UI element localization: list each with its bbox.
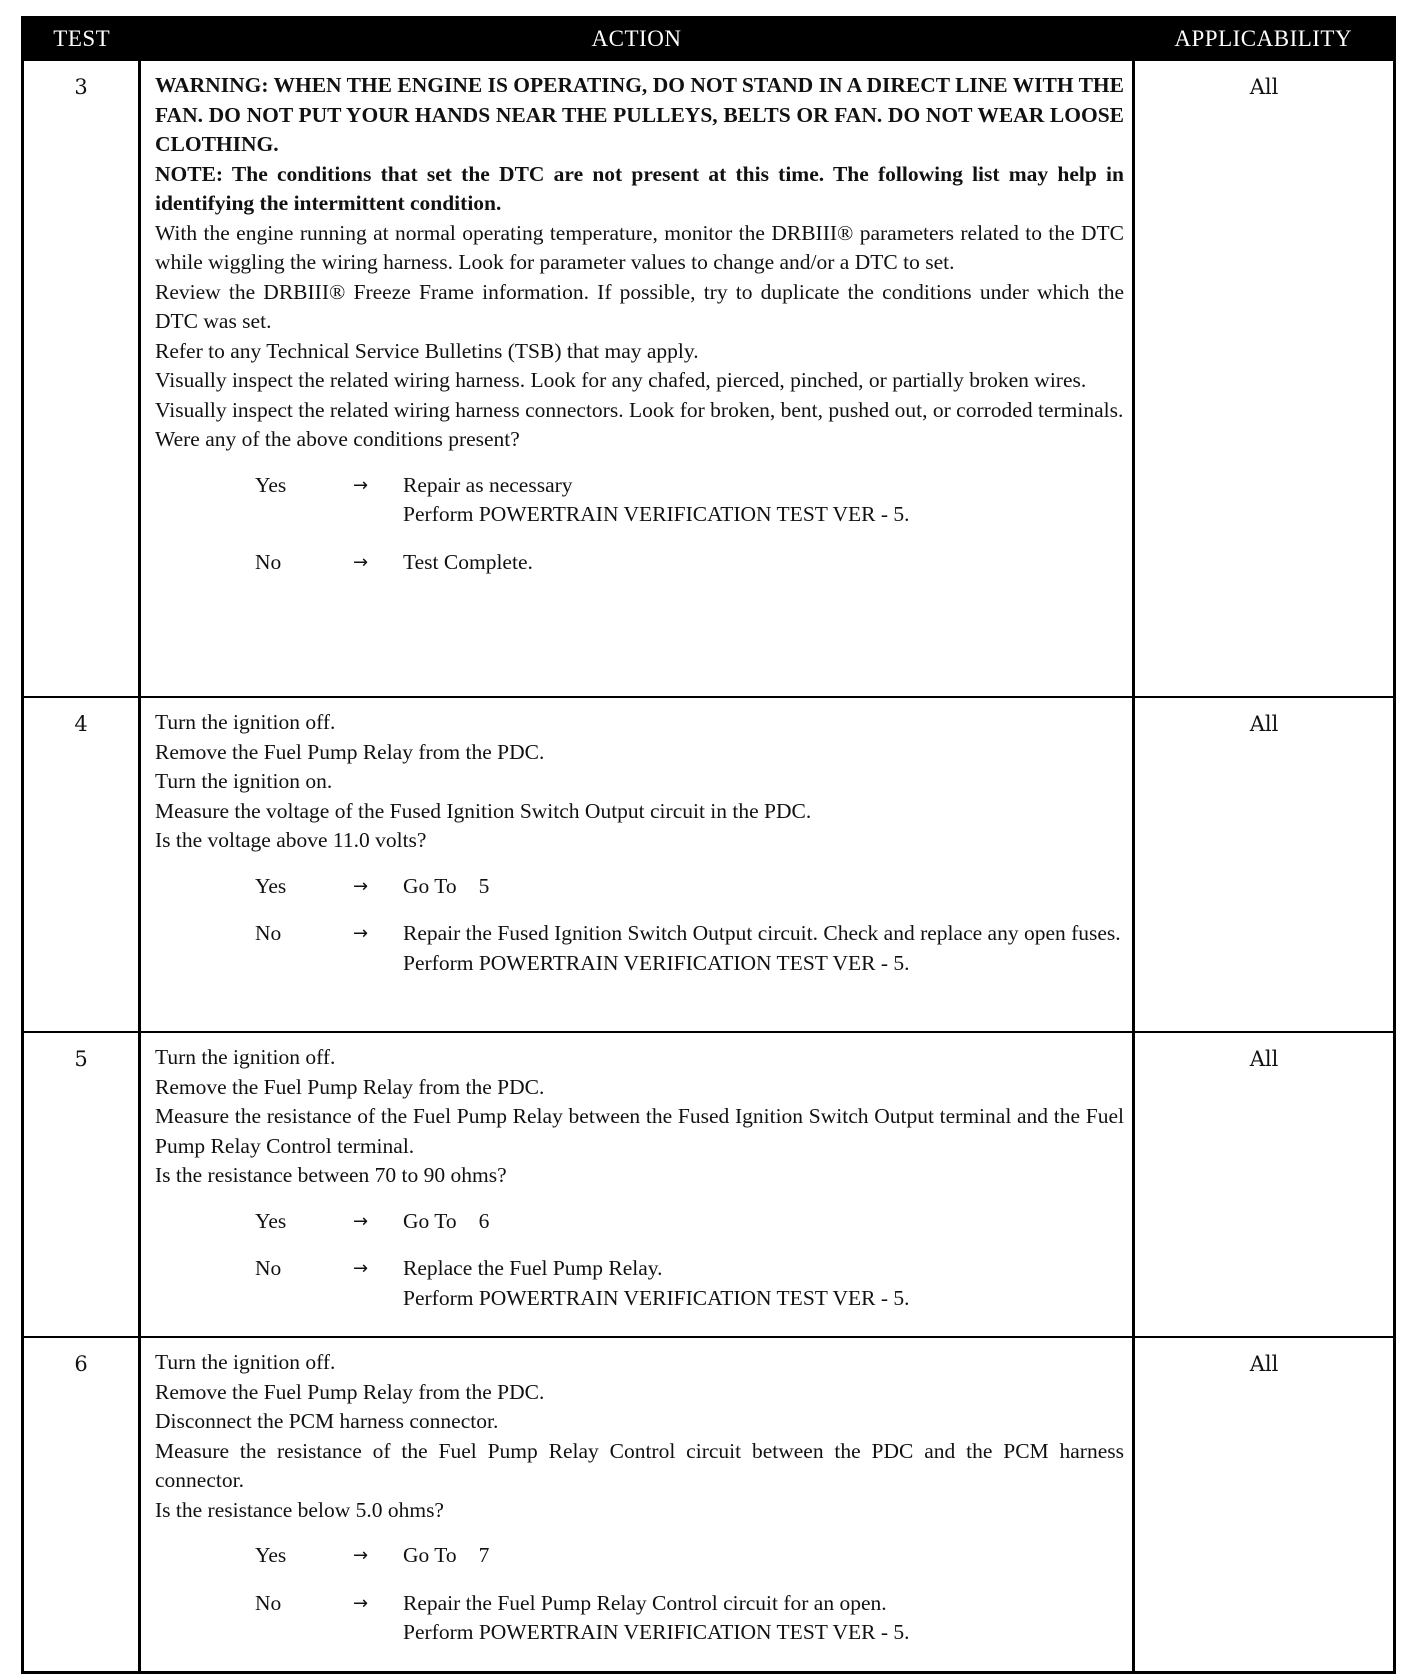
step-text: Disconnect the PCM harness connector. — [155, 1409, 499, 1433]
header-applicability: APPLICABILITY — [1134, 18, 1395, 61]
step-text: Visually inspect the related wiring harness connectors. Look for broken, bent, pushed out, or corroded terminals. — [155, 397, 1124, 422]
question-text: Is the resistance below 5.0 ohms? — [155, 1497, 444, 1522]
yes-branch — [255, 1541, 1124, 1571]
applicability-value: All — [1134, 1032, 1395, 1337]
action-cell — [140, 697, 1134, 1032]
no-result: Test Complete. — [403, 549, 533, 574]
step-text: Visually inspect the related wiring harness. Look for any chafed, pierced, pinched, or partially broken wires. — [155, 368, 1087, 392]
diagnostic-test-table — [21, 16, 1396, 1674]
step-text: Turn the ignition off. — [155, 710, 336, 734]
arrow-icon: → — [353, 551, 369, 573]
yes-label: Yes — [255, 873, 287, 898]
no-label: No — [255, 549, 282, 574]
arrow-icon: → — [353, 875, 369, 897]
test-number: 4 — [23, 697, 140, 1032]
yes-label: Yes — [255, 1208, 287, 1233]
no-branch — [255, 548, 1124, 578]
yes-label: Yes — [255, 472, 287, 497]
arrow-icon: → — [353, 923, 369, 944]
goto-target: 7 — [478, 1543, 490, 1567]
branch-options — [155, 1207, 1124, 1314]
yes-branch — [255, 872, 1124, 902]
test-number: 6 — [23, 1337, 140, 1672]
action-cell — [140, 1337, 1134, 1672]
no-label: No — [255, 921, 282, 945]
arrow-icon: → — [353, 1210, 369, 1232]
diagnostic-test-page — [21, 16, 1393, 1674]
branch-options — [155, 471, 1124, 578]
branch-options — [155, 1541, 1124, 1648]
action-cell — [140, 1032, 1134, 1337]
step-text: With the engine running at normal operating temperature, monitor the DRBIII® parameters related to the DTC while wiggling the wiring harness. Look for parameter values to change and/or a DTC to set. — [155, 220, 1124, 274]
yes-result: Go To 5 — [403, 873, 490, 898]
step-text: Turn the ignition off. — [155, 1045, 336, 1069]
no-branch — [255, 1254, 1124, 1313]
test-number: 3 — [23, 60, 140, 697]
header-action: ACTION — [140, 18, 1134, 61]
table-header-row — [23, 18, 1395, 61]
table-row — [23, 60, 1395, 697]
note-text: NOTE: The conditions that set the DTC are not present at this time. The following list may help in identifying the intermittent condition. — [155, 161, 1124, 215]
yes-result: Repair as necessary Perform POWERTRAIN VERIFICATION TEST VER - 5. — [403, 472, 910, 526]
question-text: Is the resistance between 70 to 90 ohms? — [155, 1163, 507, 1187]
no-branch — [255, 1589, 1124, 1648]
yes-result: Go To 6 — [403, 1208, 490, 1233]
table-row — [23, 1032, 1395, 1337]
step-text: Remove the Fuel Pump Relay from the PDC. — [155, 1074, 545, 1099]
goto-target: 5 — [478, 873, 490, 898]
question-text: Were any of the above conditions present? — [155, 427, 520, 451]
no-result: Repair the Fuel Pump Relay Control circuit for an open. Perform POWERTRAIN VERIFICATION TEST VER - 5. — [403, 1590, 910, 1644]
step-text: Remove the Fuel Pump Relay from the PDC. — [155, 739, 545, 764]
no-label: No — [255, 1590, 282, 1615]
header-test: TEST — [23, 18, 140, 61]
yes-branch — [255, 471, 1124, 530]
step-text: Turn the ignition on. — [155, 769, 333, 793]
arrow-icon: → — [353, 1592, 369, 1614]
applicability-value: All — [1134, 697, 1395, 1032]
table-row — [23, 1337, 1395, 1672]
no-result: Replace the Fuel Pump Relay. Perform POWERTRAIN VERIFICATION TEST VER - 5. — [403, 1256, 910, 1310]
yes-branch — [255, 1207, 1124, 1237]
arrow-icon: → — [353, 474, 369, 496]
no-branch — [255, 919, 1124, 978]
step-text: Refer to any Technical Service Bulletins (TSB) that may apply. — [155, 338, 699, 363]
step-text: Remove the Fuel Pump Relay from the PDC. — [155, 1379, 545, 1404]
question-text: Is the voltage above 11.0 volts? — [155, 828, 427, 852]
branch-options — [155, 872, 1124, 979]
arrow-icon: → — [353, 1258, 369, 1279]
arrow-icon: → — [353, 1545, 369, 1566]
step-text: Measure the resistance of the Fuel Pump Relay between the Fused Ignition Switch Output terminal and the Fuel Pump Relay Control terminal. — [155, 1104, 1124, 1158]
no-label: No — [255, 1256, 282, 1280]
applicability-value: All — [1134, 60, 1395, 697]
step-text: Review the DRBIII® Freeze Frame information. If possible, try to duplicate the conditions under which the DTC was set. — [155, 279, 1124, 333]
no-result: Repair the Fused Ignition Switch Output circuit. Check and replace any open fuses. Perform POWERTRAIN VERIFICATION TEST VER - 5. — [403, 921, 1121, 975]
applicability-value: All — [1134, 1337, 1395, 1672]
action-cell — [140, 60, 1134, 697]
step-text: Turn the ignition off. — [155, 1350, 336, 1374]
yes-label: Yes — [255, 1543, 287, 1567]
step-text: Measure the voltage of the Fused Ignition Switch Output circuit in the PDC. — [155, 798, 812, 823]
test-number: 5 — [23, 1032, 140, 1337]
yes-result: Go To 7 — [403, 1543, 490, 1567]
step-text: Measure the resistance of the Fuel Pump Relay Control circuit between the PDC and the PCM harness connector. — [155, 1438, 1124, 1492]
warning-text: WARNING: WHEN THE ENGINE IS OPERATING, DO NOT STAND IN A DIRECT LINE WITH THE FAN. DO NOT PUT YOUR HANDS NEAR THE PULLEYS, BELTS OR FAN. DO NOT WEAR LOOSE CLOTHING. — [155, 73, 1124, 156]
table-row — [23, 697, 1395, 1032]
goto-target: 6 — [478, 1208, 490, 1233]
